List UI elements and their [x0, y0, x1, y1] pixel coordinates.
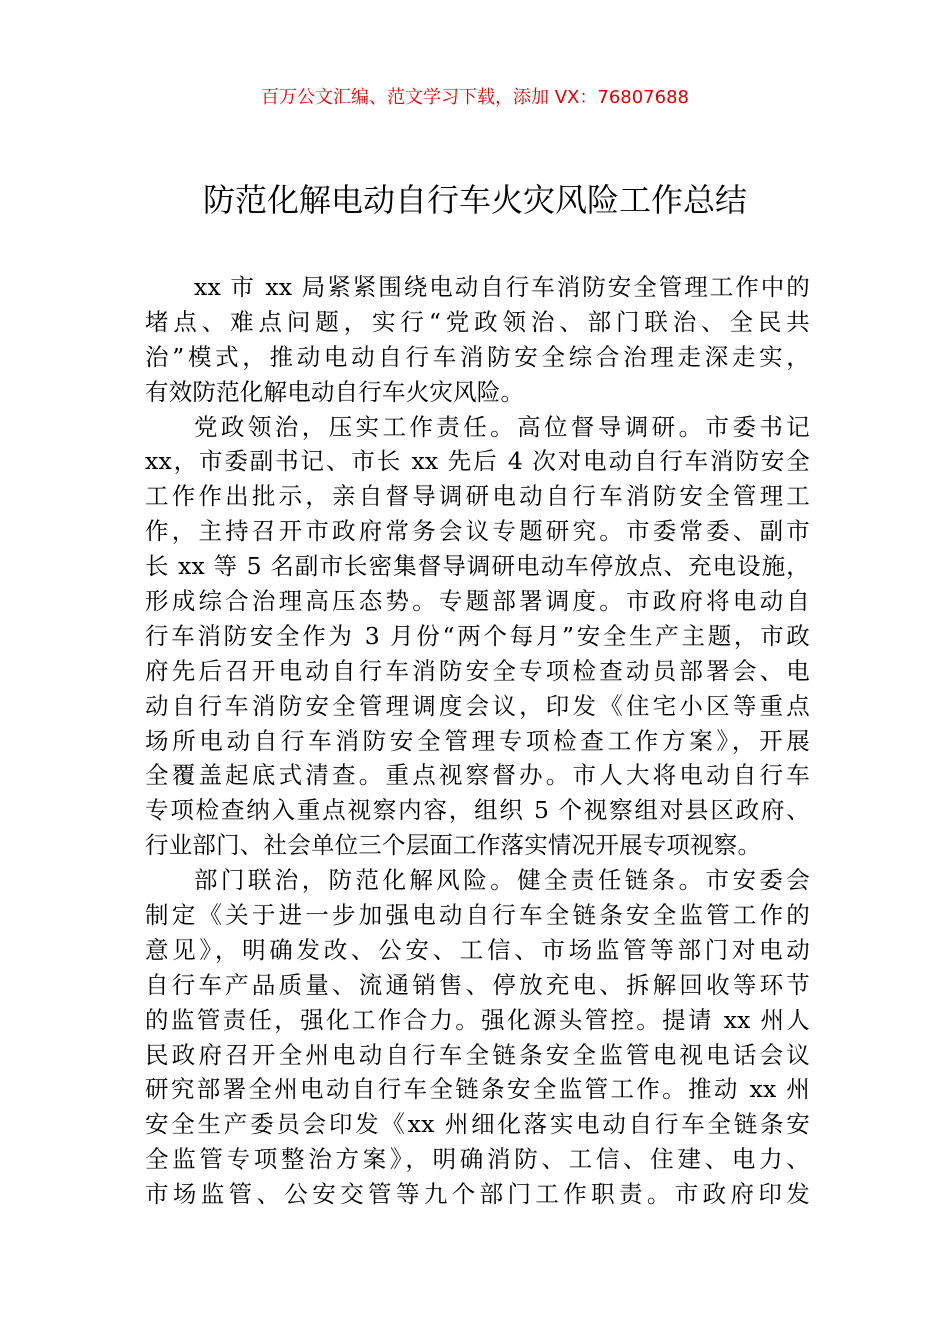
paragraph-1-line-3: 治”模式，推动电动自行车消防安全综合治理走深走实，	[145, 342, 810, 371]
paragraph-2-line-3: 工作作出批示，亲自督导调研电动自行车消防安全管理工	[145, 482, 810, 511]
paragraph-3-line-6: 民政府召开全州电动自行车全链条安全监管电视电话会议	[145, 1040, 810, 1069]
paragraph-2-line-11: 全覆盖起底式清查。重点视察督办。市人大将电动自行车	[145, 761, 810, 790]
paragraph-3-line-10: 市场监管、公安交管等九个部门工作职责。市政府印发	[145, 1180, 810, 1209]
paragraph-2-line-7: 行车消防安全作为 3 月份“两个每月”安全生产主题，市政	[145, 621, 810, 650]
paragraph-3-line-8: 安全生产委员会印发《xx 州细化落实电动自行车全链条安	[145, 1110, 810, 1139]
paragraph-2-line-5: 长 xx 等 5 名副市长密集督导调研电动车停放点、充电设施，	[145, 552, 810, 581]
document-body	[145, 270, 810, 1212]
paragraph-2-line-6: 形成综合治理高压态势。专题部署调度。市政府将电动自	[145, 587, 810, 616]
paragraph-2-line-1: 党政领治，压实工作责任。高位督导调研。市委书记	[194, 412, 810, 441]
paragraph-1-line-2: 堵点、难点问题，实行“党政领治、部门联治、全民共	[145, 307, 810, 336]
paragraph-3-line-7: 研究部署全州电动自行车全链条安全监管工作。推动 xx 州	[145, 1075, 810, 1104]
paragraph-2-line-12: 专项检查纳入重点视察内容，组织 5 个视察组对县区政府、	[145, 796, 810, 825]
paragraph-3-line-1: 部门联治，防范化解风险。健全责任链条。市安委会	[194, 866, 810, 895]
paragraph-2-line-9: 动自行车消防安全管理调度会议，印发《住宅小区等重点	[145, 691, 810, 720]
paragraph-1-line-4: 有效防范化解电动自行车火灾风险。	[145, 377, 525, 406]
paragraph-2-line-4: 作，主持召开市政府常务会议专题研究。市委常委、副市	[145, 517, 810, 546]
paragraph-3-line-2: 制定《关于进一步加强电动自行车全链条安全监管工作的	[145, 901, 810, 930]
paragraph-3-line-3: 意见》，明确发改、公安、工信、市场监管等部门对电动	[145, 935, 810, 964]
paragraph-3-line-9: 全监管专项整治方案》，明确消防、工信、住建、电力、	[145, 1145, 810, 1174]
paragraph-2-line-2: xx，市委副书记、市长 xx 先后 4 次对电动自行车消防安全	[145, 447, 810, 476]
paragraph-3-line-4: 自行车产品质量、流通销售、停放充电、拆解回收等环节	[145, 970, 810, 999]
document-title: 防范化解电动自行车火灾风险工作总结	[202, 181, 747, 219]
header-watermark-note: 百万公文汇编、范文学习下载，添加 VX：76807688	[261, 87, 689, 108]
paragraph-2-line-13: 行业部门、社会单位三个层面工作落实情况开展专项视察。	[145, 831, 762, 860]
paragraph-2-line-10: 场所电动自行车消防安全管理专项检查工作方案》，开展	[145, 726, 810, 755]
paragraph-3-line-5: 的监管责任，强化工作合力。强化源头管控。提请 xx 州人	[145, 1005, 810, 1034]
paragraph-1-line-1: xx 市 xx 局紧紧围绕电动自行车消防安全管理工作中的	[194, 273, 810, 301]
paragraph-2-line-8: 府先后召开电动自行车消防安全专项检查动员部署会、电	[145, 656, 810, 685]
